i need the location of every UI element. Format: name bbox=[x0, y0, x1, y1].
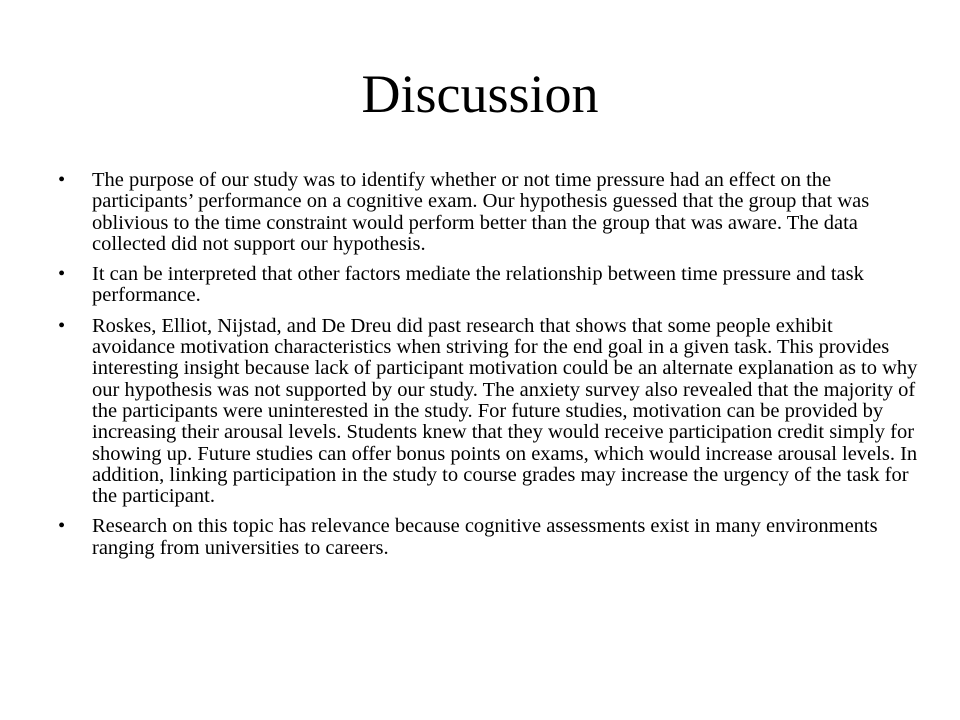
bullet-icon: • bbox=[58, 314, 66, 337]
bullet-text: Roskes, Elliot, Nijstad, and De Dreu did past research that shows that some people exhibit avoidance motivation characteristics when striving for the end goal in a given task. This provides interesting insight because lack of participant motivation could be an alternate explanation as to why our hypothesis was not supported by our study. The anxiety survey also revealed that the majority of the participants were uninterested in the study. For future studies, motivation can be provided by increasing their arousal levels. Students knew that they would receive participation credit simply for showing up. Future studies can offer bonus points on exams, which would increase arousal levels. In addition, linking participation in the study to course grades may increase the urgency of the task for the participant. bbox=[92, 314, 918, 508]
bullet-icon: • bbox=[58, 169, 66, 191]
bullet-list bbox=[58, 170, 918, 568]
bullet-item bbox=[58, 316, 918, 508]
bullet-item bbox=[58, 516, 918, 559]
bullet-text: It can be interpreted that other factors mediate the relationship between time pressure and task performance. bbox=[92, 263, 864, 307]
bullet-icon: • bbox=[58, 263, 66, 286]
bullet-item bbox=[58, 170, 918, 255]
bullet-text: Research on this topic has relevance because cognitive assessments exist in many environments ranging from universities to careers. bbox=[92, 515, 878, 559]
bullet-item bbox=[58, 264, 918, 307]
bullet-text: The purpose of our study was to identify whether or not time pressure had an effect on the participants’ performance on a cognitive exam. Our hypothesis guessed that the group that was oblivious to the time constraint would perform better than the group that was aware. The data collected did not support our hypothesis. bbox=[92, 169, 870, 255]
slide-title: Discussion bbox=[361, 64, 599, 124]
bullet-icon: • bbox=[58, 515, 66, 538]
